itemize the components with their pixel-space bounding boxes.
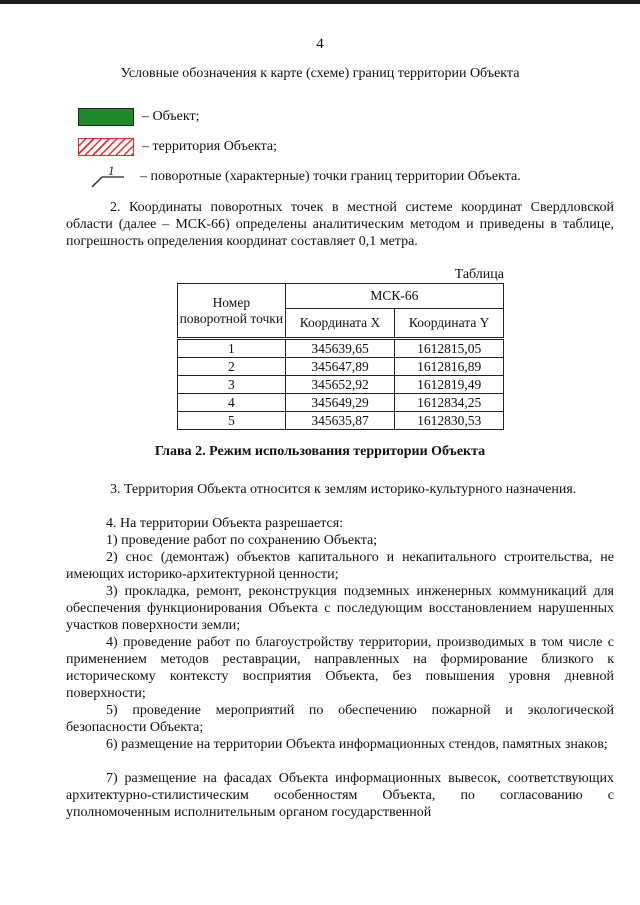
table-row (178, 358, 504, 376)
y-cell: 1612830,53 (395, 412, 504, 430)
paragraph-2: 2. Координаты поворотных точек в местной системе координат Свердловской области (далее – МСК-66) определены аналитическим методом и приведены в таблице, погрешность определения координат составляет 0,1 метра. (66, 200, 614, 249)
red-hatch-swatch (78, 138, 134, 156)
legend-item-label: – территория Объекта; (142, 139, 278, 154)
point-number-cell: 3 (178, 376, 286, 394)
header-x: Координата X (285, 309, 395, 339)
table-row (178, 394, 504, 412)
point-number-cell: 4 (178, 394, 286, 412)
list-item-1: 1) проведение работ по сохранению Объекта; (106, 533, 378, 548)
legend-item-territory (78, 138, 277, 156)
paragraph-4: 4. На территории Объекта разрешается: (106, 516, 344, 531)
table-row (178, 376, 504, 394)
page-number: 4 (316, 36, 324, 52)
legend-item-object (78, 108, 199, 126)
x-cell: 345647,89 (285, 358, 395, 376)
legend-title: Условные обозначения к карте (схеме) границ территории Объекта (120, 66, 520, 81)
header-y: Координата Y (395, 309, 504, 339)
list-item-4: 4) проведение работ по благоустройству территории, производимых в том числе с применением методов реставрации, направленных на формирование близкого к историческому контексту восприятия Объекта, без повышения уровня дневной поверхности; (66, 635, 614, 701)
green-fill-swatch (78, 108, 134, 126)
point-number-cell: 2 (178, 358, 286, 376)
point-number-cell: 5 (178, 412, 286, 430)
table-row (178, 412, 504, 430)
point-marker-icon (78, 165, 132, 189)
paragraph-3: 3. Территория Объекта относится к землям историко-культурного назначения. (110, 482, 577, 497)
list-item-7: 7) размещение на фасадах Объекта информационных вывесок, соответствующих архитектурно-стилистическим особенностям Объекта, по согласованию с уполномоченным исполнительным органом государственной (66, 771, 614, 820)
point-number-cell: 1 (178, 339, 286, 358)
list-item-6: 6) размещение на территории Объекта информационных стендов, памятных знаков; (106, 737, 608, 752)
legend-item-label: – Объект; (142, 109, 200, 124)
header-system: МСК-66 (285, 284, 503, 309)
table-label: Таблица (454, 267, 504, 282)
coordinates-table (177, 283, 504, 430)
y-cell: 1612816,89 (395, 358, 504, 376)
y-cell: 1612834,25 (395, 394, 504, 412)
x-cell: 345639,65 (285, 339, 395, 358)
list-item-3: 3) прокладка, ремонт, реконструкция подземных инженерных коммуникаций для обеспечения функционирования Объекта с последующим восстановлением нарушенных участков поверхности земли; (66, 584, 614, 633)
header-point-number: Номер поворотной точки (178, 284, 286, 339)
chapter-title: Глава 2. Режим использования территории Объекта (154, 444, 486, 459)
list-item-5: 5) проведение мероприятий по обеспечению пожарной и экологической безопасности Объекта; (66, 703, 614, 735)
legend-item-points (78, 165, 521, 189)
y-cell: 1612815,05 (395, 339, 504, 358)
point-marker-label: 1 (108, 165, 115, 178)
y-cell: 1612819,49 (395, 376, 504, 394)
x-cell: 345635,87 (285, 412, 395, 430)
table-row (178, 339, 504, 358)
list-item-2: 2) снос (демонтаж) объектов капитального и некапитального строительства, не имеющих историко-архитектурной ценности; (66, 550, 614, 582)
x-cell: 345652,92 (285, 376, 395, 394)
x-cell: 345649,29 (285, 394, 395, 412)
legend-item-label: – поворотные (характерные) точки границ территории Объекта. (140, 169, 521, 184)
